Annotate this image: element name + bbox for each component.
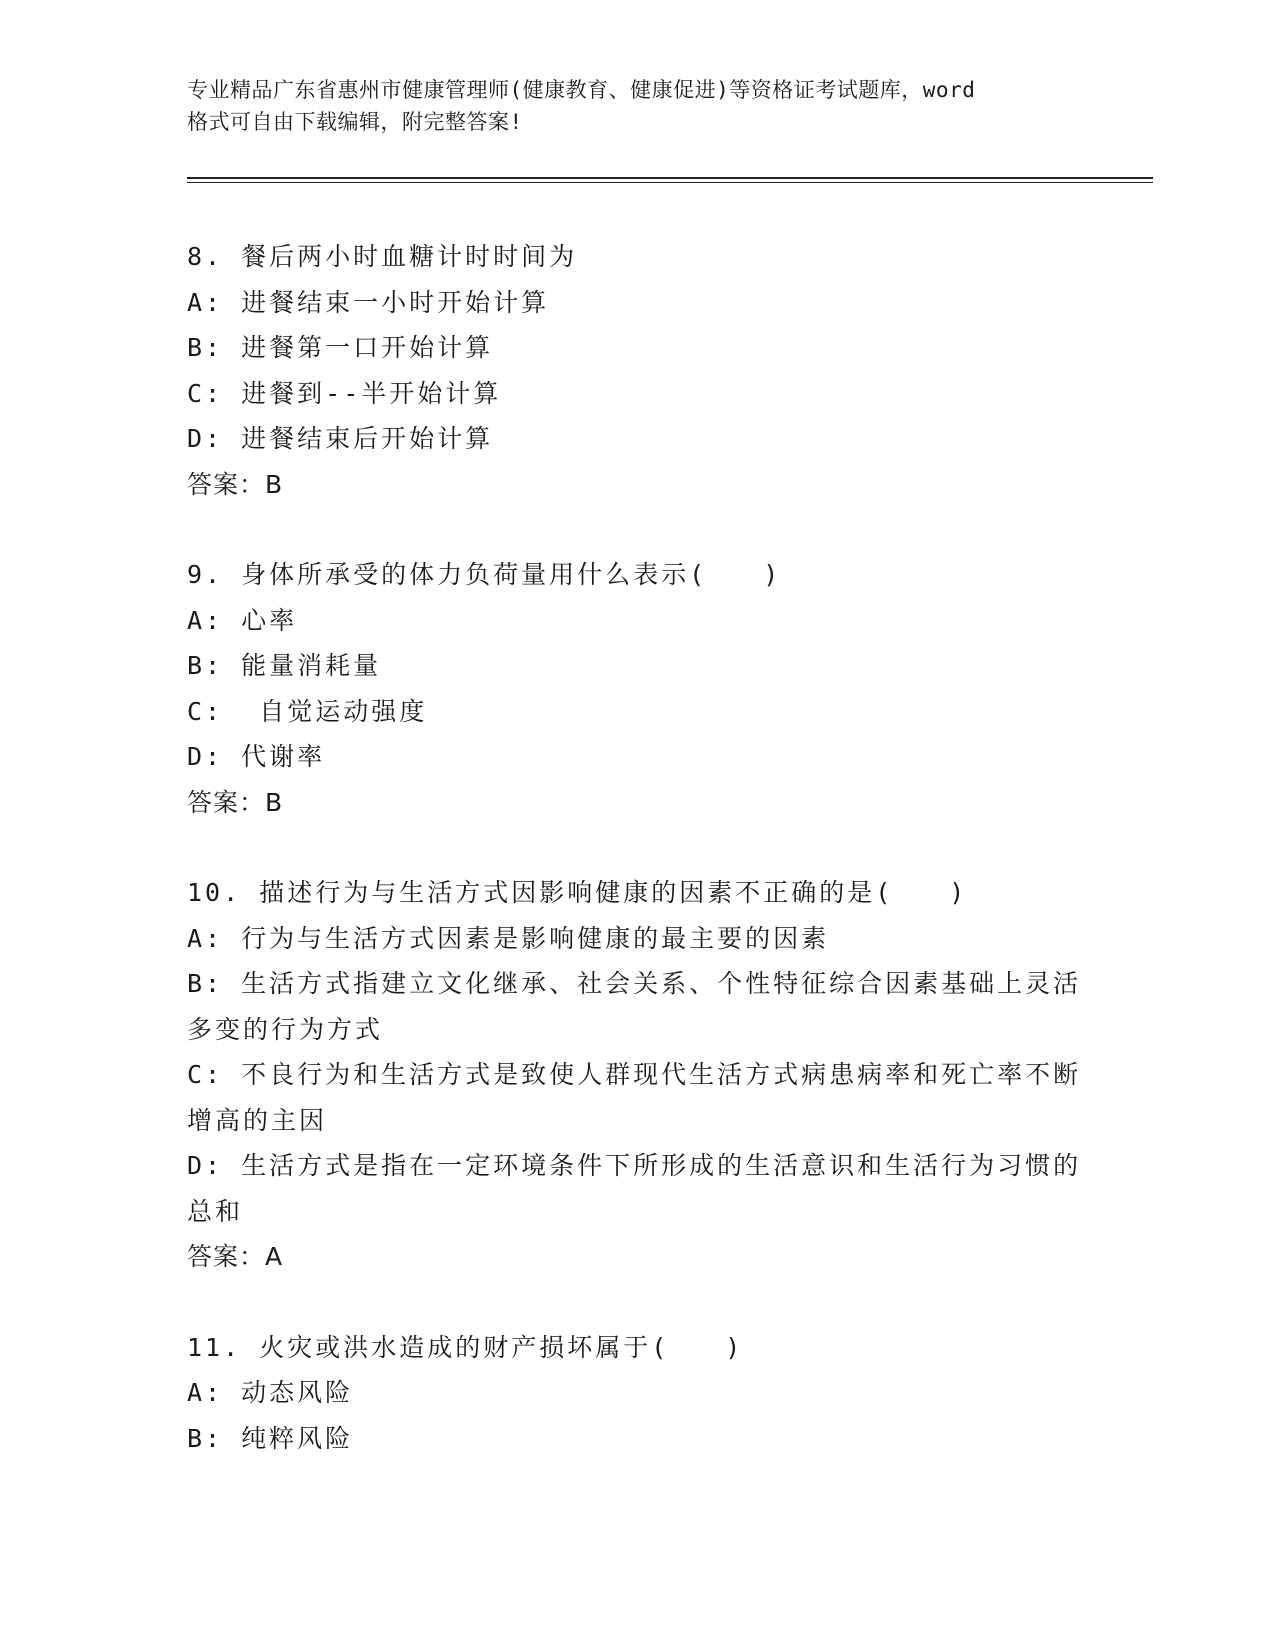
option-b: B: 生活方式指建立文化继承、社会关系、个性特征综合因素基础上灵活多变的行为方式 bbox=[187, 969, 1082, 1044]
option-b: B: 能量消耗量 bbox=[187, 651, 382, 680]
option-a: A: 行为与生活方式因素是影响健康的最主要的因素 bbox=[187, 923, 830, 953]
question-block-8 bbox=[187, 234, 1087, 507]
question-block-9 bbox=[187, 552, 1087, 825]
answer: 答案：B bbox=[187, 787, 284, 817]
question-text: 9. 身体所承受的体力负荷量用什么表示( ) bbox=[187, 560, 782, 589]
header-line-1: 专业精品广东省惠州市健康管理师(健康教育、健康促进)等资格证考试题库，word bbox=[187, 78, 976, 102]
option-a: A: 心率 bbox=[187, 605, 298, 635]
header-line-2: 格式可自由下载编辑，附完整答案! bbox=[187, 110, 523, 134]
option-c: C: 不良行为和生活方式是致使人群现代生活方式病患病率和死亡率不断增高的主因 bbox=[187, 1060, 1082, 1135]
question-list bbox=[187, 234, 1087, 1506]
answer: 答案：A bbox=[187, 1242, 284, 1271]
option-d: D: 代谢率 bbox=[187, 742, 326, 771]
question-block-11 bbox=[187, 1325, 1087, 1462]
option-c: C: 进餐到--半开始计算 bbox=[187, 378, 502, 408]
question-text: 8. 餐后两小时血糖计时时间为 bbox=[187, 242, 578, 271]
option-d: D: 进餐结束后开始计算 bbox=[187, 424, 494, 453]
option-c: C: 自觉运动强度 bbox=[187, 696, 428, 726]
option-b: B: 纯粹风险 bbox=[187, 1423, 354, 1453]
answer: 答案：B bbox=[187, 469, 284, 499]
document-header bbox=[187, 74, 1087, 138]
question-block-10 bbox=[187, 870, 1087, 1280]
question-text: 10. 描述行为与生活方式因影响健康的因素不正确的是( ) bbox=[187, 878, 968, 907]
header-rule-thick bbox=[187, 177, 1153, 179]
header-rule-thin bbox=[187, 182, 1153, 183]
option-b: B: 进餐第一口开始计算 bbox=[187, 333, 494, 362]
option-a: A: 进餐结束一小时开始计算 bbox=[187, 287, 550, 317]
option-a: A: 动态风险 bbox=[187, 1378, 354, 1407]
question-text: 11. 火灾或洪水造成的财产损坏属于( ) bbox=[187, 1332, 744, 1362]
option-d: D: 生活方式是指在一定环境条件下所形成的生活意识和生活行为习惯的总和 bbox=[187, 1151, 1082, 1226]
